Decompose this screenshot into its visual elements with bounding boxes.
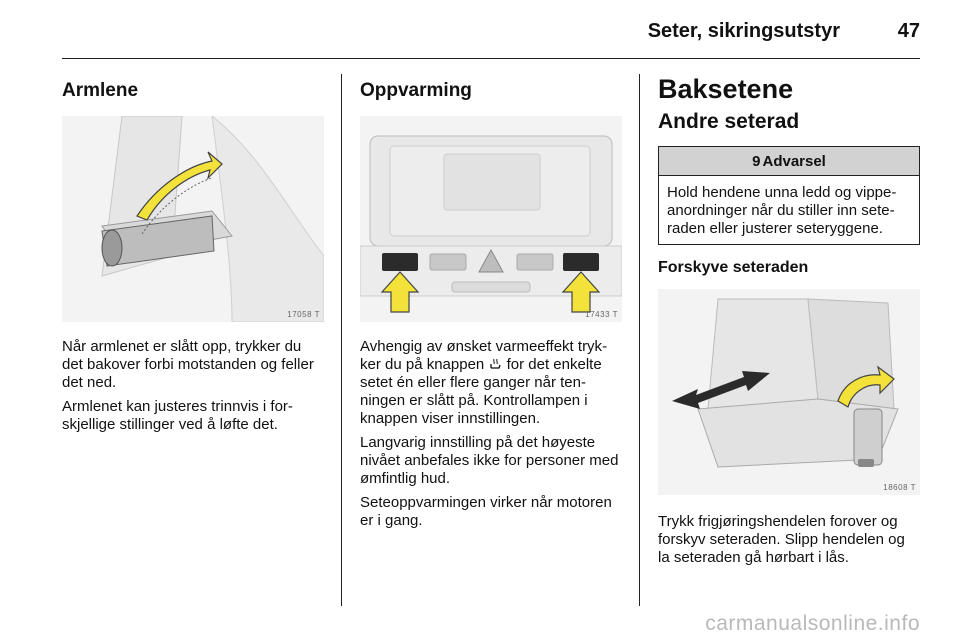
warning-title: Advarsel <box>762 153 826 170</box>
armrest-paragraph-2: Armlenet kan justeres trinnvis i forskjellige stillinger ved å løfte det. <box>62 398 293 433</box>
warning-box <box>658 146 920 245</box>
armrest-text <box>62 338 324 434</box>
warning-text: Hold hendene unna ledd og vippeanordninger når du stiller inn seteraden eller justerer seteryggene. <box>667 184 897 237</box>
armrest-figure <box>62 116 324 322</box>
rear-seats-section <box>658 74 920 573</box>
page-number: 47 <box>897 20 920 42</box>
armrest-paragraph-1: Når armlenet er slått opp, trykker du det bakover forbi motstanden og feller det ned. <box>62 338 314 391</box>
armrest-figure-code: 17058 T <box>287 310 320 319</box>
rear-seat-figure-code: 18608 T <box>883 483 916 492</box>
heating-paragraph-1-end: for det enkelte setet én eller flere ganger når tenningen er slått på. Kontrollampen i knappen viser innstillingen. <box>360 356 602 427</box>
heating-figure <box>360 116 622 322</box>
rear-seat-figure <box>658 289 920 495</box>
rear-seat-paragraph: Trykk frigjøringshendelen forover og forskyv seteraden. Slipp hendelen og la seteraden gå hørbart i lås. <box>658 513 905 566</box>
heating-paragraph-1-start: Avhengig av ønsket varmeeffekt trykker du på knappen <box>360 338 608 373</box>
column-divider-1 <box>341 74 342 606</box>
heating-paragraph-3: Seteoppvarmingen virker når motoren er i gang. <box>360 494 612 529</box>
warning-header <box>659 147 919 176</box>
heating-paragraph-1 <box>360 338 622 428</box>
column-divider-2 <box>639 74 640 606</box>
armrest-illustration <box>62 116 324 322</box>
heating-text <box>360 338 622 530</box>
header-divider <box>62 58 920 59</box>
page-header-title: Seter, sikringsutstyr <box>647 20 840 42</box>
heating-section <box>360 74 622 536</box>
dashboard-illustration <box>360 116 622 322</box>
warning-icon: 9 <box>752 153 761 170</box>
seat-heating-icon <box>488 357 502 371</box>
heating-figure-code: 17433 T <box>585 310 618 319</box>
armrest-heading: Armlene <box>62 80 139 101</box>
rear-seat-illustration <box>658 289 920 495</box>
heating-heading: Oppvarming <box>360 80 472 101</box>
rear-seat-text <box>658 513 920 567</box>
slide-seat-heading: Forskyve seteraden <box>658 259 809 276</box>
heating-paragraph-2: Langvarig innstilling på det høyeste nivået anbefales ikke for personer med ømfintlig hud. <box>360 434 619 487</box>
armrest-section <box>62 74 324 440</box>
watermark: carmanualsonline.info <box>705 612 920 635</box>
rear-seats-heading: Baksetene <box>658 74 794 104</box>
second-row-heading: Andre seterad <box>658 110 800 133</box>
